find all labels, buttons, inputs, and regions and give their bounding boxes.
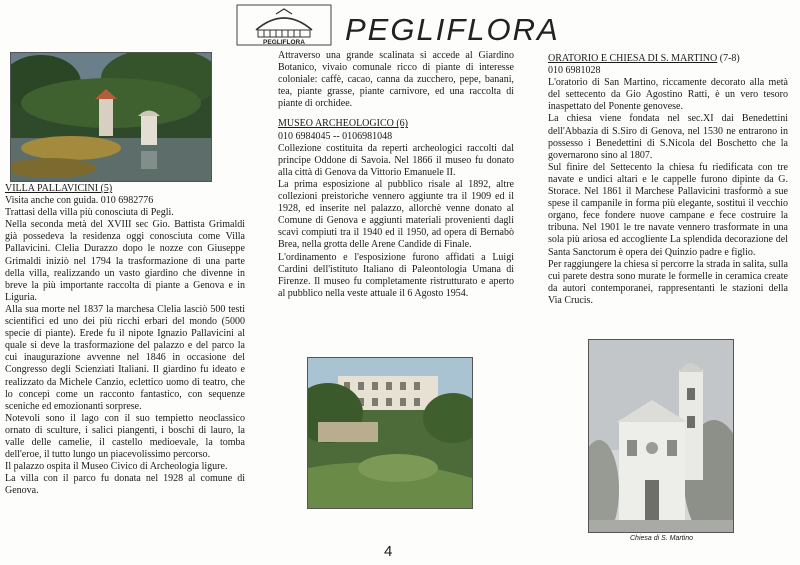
paragraph: L'ordinamento e l'esposizione furono affidati a Luigi Cardini dell'istituto Italiano di Paleontologia Umana di Firenze. Il museo fu completamente ristrutturato e aperto al pubblico nella veste attuale il 6 Agosto 1954. xyxy=(278,251,514,299)
paragraph: Collezione costituita da reperti archeologici raccolti dal principe Oddone di Savoia. Nel 1866 il museo fu donato alla città di Genova da Vittorio Emanuele II. xyxy=(278,142,514,178)
paragraph: L'oratorio di San Martino, riccamente decorato alla metà del settecento da Gio Agostino Ratti, è un vero tesoro inaspettato del Ponente genovese. xyxy=(548,77,788,113)
column-museo-archeologico xyxy=(278,50,514,300)
paragraph: Nella seconda metà del XVIII sec Gio. Battista Grimaldi già possedeva la residenza oggi conosciuta come Villa Pallavicini. Clelia Durazzo dopo le nozze con Giuseppe Grimaldi iniziò nel 1794 la trasformazione di una parte della villa, realizzando un vasto giardino che divenne in breve la più importante raccolta di piante a Genova e in Liguria. xyxy=(5,219,245,303)
section-heading-museo: MUSEO ARCHEOLOGICO (6) xyxy=(278,118,408,130)
paragraph: Trattasi della villa più conosciuta di Pegli. xyxy=(5,207,174,219)
paragraph: Notevoli sono il lago con il suo tempietto neoclassico ornato di sculture, i salici piangenti, i boschi di lauro, la valle delle camelie, il castello medioevale, la tomba dell'eroe, il tutto lungo un piacevolissimo percorso. xyxy=(5,412,245,461)
chiesa-san-martino-photo xyxy=(588,339,734,533)
pegliflora-logo xyxy=(236,4,332,46)
paragraph: Sul finire del Settecento la chiesa fu riedificata con tre navate e undici altari e le cappelle furono dipinte da G. Storace. Nel 1861 il Marchese Pallavicini trasformò a sue spese il campanile in forma più elegante, sostituì il vecchio organo, fece fondere nuove campane e fece costruire la tribuna. Nel 1901 le tre navate vennero trasformate in una sola più ariosa ed accogliente La splendida decorazione del Santa Sanctorum è opera dei Quinzio padre e figlio. xyxy=(548,161,788,258)
paragraph-giardino-botanico: Attraverso una grande scalinata si accede al Giardino Botanico, vivaio comunale ricco di piante di interesse coloniale: caffè, cacao, canna da zucchero, pepe, banani, tea, piante grasse, piante carnivore, ed una raccolta di piante di orchidee. xyxy=(278,50,514,110)
section-heading-villa: VILLA PALLAVICINI (5) xyxy=(5,183,113,194)
villa-pallavicini-photo xyxy=(10,52,212,182)
photo-caption-san-martino: Chiesa di S. Martino xyxy=(630,535,694,542)
paragraph: Visita anche con guida. 010 6982776 xyxy=(5,195,154,207)
paragraph: La chiesa viene fondata nel sec.XI dai Benedettini dell'Abbazia di S.Siro di Genova, nel 1530 ne entrarono in possesso i Benedettini di S.Nicola del Boschetto che la governarono sino al 1807. xyxy=(548,113,788,161)
paragraph: Per raggiungere la chiesa si percorre la strada in salita, sulla cui parete destra sono murate le formelle in ceramica create da autori contemporanei, rappresentanti le stazioni della Via Crucis. xyxy=(548,258,788,306)
column-san-martino xyxy=(548,53,788,307)
column-villa-pallavicini xyxy=(5,183,245,497)
phone-numbers: 010 6984045 -- 0106981048 xyxy=(278,130,393,142)
heading-number: (7-8) xyxy=(719,53,740,64)
section-heading-san-martino: ORATORIO E CHIESA DI S. MARTINO xyxy=(548,53,718,64)
paragraph: La villa con il parco fu donata nel 1928 al comune di Genova. xyxy=(5,473,245,497)
museo-archeologico-photo xyxy=(307,357,473,509)
logo-text: PEGLIFLORA xyxy=(263,39,305,46)
phone-number: 010 6981028 xyxy=(548,65,601,77)
paragraph: La prima esposizione al pubblico risale al 1892, altre collezioni preistoriche vennero aggiunte tra il 1909 ed il 1928, ed inserite nel palazzo, allorchè venne donato al Comune di Genova e aggiunti materiali provenienti dagli scavi compiuti tra il 1940 ed il 1950, ad opera di Bernabò Brea, nella grotta delle Arene Candide di Finale. xyxy=(278,178,514,251)
page-number: 4 xyxy=(384,543,393,560)
paragraph: Alla sua morte nel 1837 la marchesa Clelia lasciò 500 testi scientifici ed uno dei più ricchi erbari del mondo (5000 specie di piante). Erede fu il nipote Ignazio Pallavicini al quale si deve la trasformazione del palazzo e del parco la cui inaugurazione avvenne nel 1846 in occasione del Congresso degli Scienziati Italiani. Il giardino fu ideato e realizzato da Michele Canzio, eclettico uomo di teatro, che lo concepì come un racconto fantastico, con sequenze sceniche ed emozionanti sorprese. xyxy=(5,303,245,412)
page-title: PEGLIFLORA xyxy=(345,12,560,47)
paragraph: Il palazzo ospita il Museo Civico di Archeologia ligure. xyxy=(5,461,228,473)
